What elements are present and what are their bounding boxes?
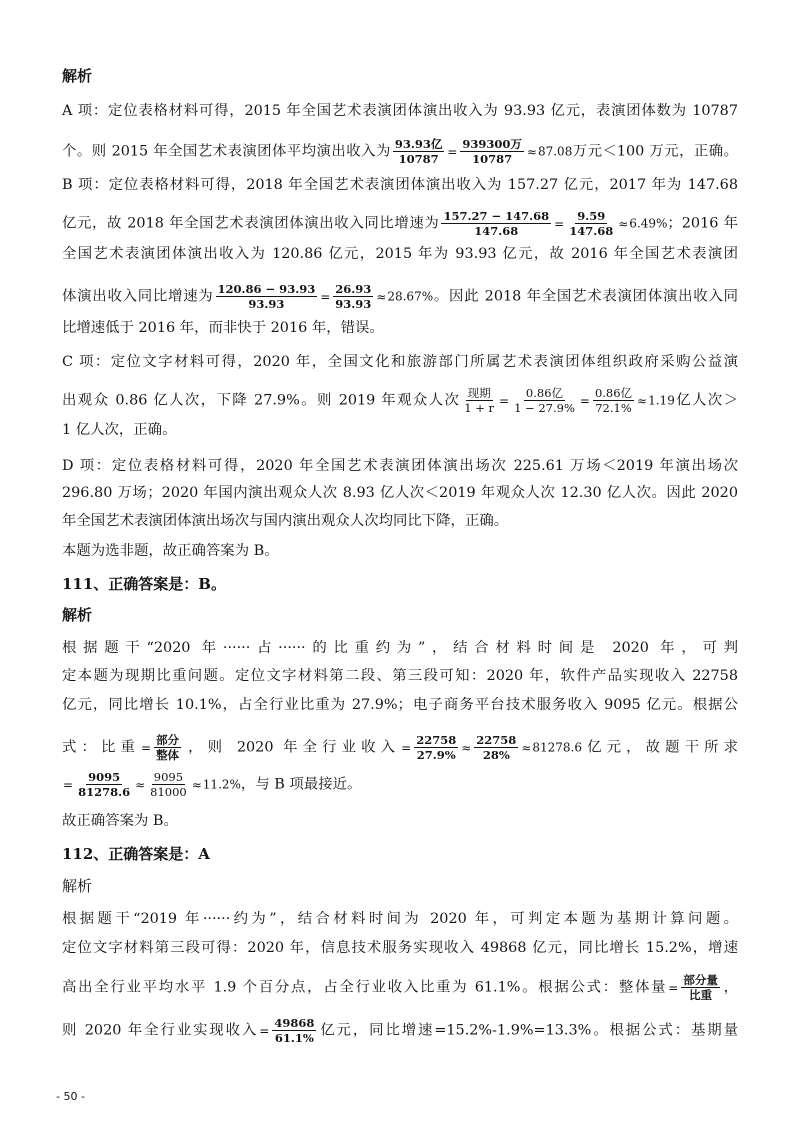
q111-line-5: = $\frac{9095}{81278.6}$ ≈ $\frac{9095}{81000}$ ≈11.2%，与 B 项最接近。	[63, 770, 362, 799]
fraction: $\frac{9095}{81278.6}$	[78, 770, 131, 799]
q111-line-3: 亿元，同比增长 10.1%，占全行业比重为 27.9%；电子商务平台技术服务收入 9095 亿元。根据公	[62, 697, 738, 713]
fraction: $\frac{\text{0.86亿}}{72.1\%}$	[594, 386, 633, 415]
approx-value: 28.67%	[387, 289, 434, 304]
q111-conclusion: 故正确答案为 B。	[62, 813, 178, 829]
fraction: $\frac{26.93}{93.93}$	[335, 282, 372, 311]
fraction: $\frac{49868}{61.1\%}$	[274, 1016, 315, 1045]
fraction: $\frac{\text{93.93亿}}{10787}$	[394, 137, 443, 166]
option-c-line-1: C 项：定位文字材料可得，2020 年，全国文化和旅游部门所属艺术表演团体组织政府采购公益演	[62, 354, 738, 370]
q112-line-3: 高出全行业平均水平 1.9 个百分点，占全行业收入比重为 61.1%。根据公式：整体量= $\frac{\text{部分量}}{\text{比重}}$ ，	[62, 973, 738, 1002]
option-c-line-3: 1 亿人次，正确。	[62, 422, 177, 438]
option-d-line-2: 296.80 万场；2020 年国内演出观众人次 8.93 亿人次＜2019 年观众人次 12.30 亿人次。因此 2020	[62, 485, 738, 501]
option-c-line-2: 出观众 0.86 亿人次，下降 27.9%。则 2019 年观众人次 $\frac{\text{现期}}{1 + r}$ = $\frac{\text{0.86亿}}{1 - 27.9\%}$ = $\frac{\text{0.86亿}}{72.1\%}$ ≈1.19亿人次＞	[62, 386, 738, 415]
fraction: $\frac{22758}{27.9\%}$	[416, 733, 457, 762]
option-a-line-2: 个。则 2015 年全国艺术表演团体平均演出收入为 $\frac{\text{93.93亿}}{10787}$ = $\frac{\text{939300万}}{10787}$ ≈87.08万元＜100 万元，正确。	[62, 137, 739, 166]
conclusion-line: 本题为选非题，故正确答案为 B。	[62, 543, 279, 559]
q112-line-1: 根据题干“2019 年······约为”，结合材料时间为 2020 年，可判定本题为基期计算问题。	[62, 911, 738, 927]
option-b-line-4: 体演出收入同比增速为 $\frac{120.86 - 93.93}{93.93}$ = $\frac{26.93}{93.93}$ ≈28.67%。因此 2018 年全国艺术表演团体演出收入同	[62, 282, 738, 311]
approx-value: 11.2%	[202, 777, 241, 792]
approx-value: 81278.6	[532, 740, 582, 755]
option-a-text: 个。则 2015 年全国艺术表演团体平均演出收入为	[62, 143, 391, 160]
q111-line-1: 根据题干“2020 年······占······的比重约为”，结合材料时间是 2020 年，可判	[62, 640, 738, 656]
analysis-heading: 解析	[62, 877, 93, 895]
answer-111: 111、正确答案是：B。	[62, 575, 226, 593]
q111-line-2: 定本题为现期比重问题。定位文字材料第二段、第三段可知：2020 年，软件产品实现收入 22758	[62, 668, 738, 684]
analysis-heading: 解析	[62, 67, 93, 85]
option-d-line-3: 年全国艺术表演团体演出场次与国内演出观众人次均同比下降，正确。	[62, 513, 509, 529]
q111-line-4: 式：比重= $\frac{\text{部分}}{\text{整体}}$ ，则 2020 年全行业收入= $\frac{22758}{27.9\%}$ ≈ $\frac{22758}{28\%}$ ≈81278.6亿元，故题干所求	[62, 733, 738, 762]
option-b-line-2: 亿元，故 2018 年全国艺术表演团体演出收入同比增速为 $\frac{157.27 - 147.68}{147.68}$ = $\frac{9.59}{147.68}$ ≈6.49%；2016 年	[62, 209, 738, 238]
page-number: - 50 -	[56, 1090, 85, 1103]
fraction: $\frac{22758}{28\%}$	[476, 733, 517, 762]
option-b-line-5: 比增速低于 2016 年，而非快于 2016 年，错误。	[62, 320, 384, 336]
q112-line-4: 则 2020 年全行业实现收入= $\frac{49868}{61.1\%}$ 亿元，同比增速=15.2%-1.9%=13.3%。根据公式：基期量	[62, 1016, 738, 1045]
approx-value: 6.49%	[629, 216, 668, 231]
option-b-line-1: B 项：定位表格材料可得，2018 年全国艺术表演团体演出收入为 157.27 亿元，2017 年为 147.68	[62, 177, 738, 193]
fraction: $\frac{9.59}{147.68}$	[569, 209, 614, 238]
fraction: $\frac{\text{0.86亿}}{1 - 27.9\%}$	[514, 386, 575, 415]
fraction: $\frac{\text{939300万}}{10787}$	[462, 137, 522, 166]
option-a-line-1: A 项：定位表格材料可得，2015 年全国艺术表演团体演出收入为 93.93 亿元，表演团体数为 10787	[62, 103, 738, 119]
approx-value: 1.19	[648, 393, 675, 408]
option-b-line-3: 全国艺术表演团体演出收入为 120.86 亿元，2015 年为 93.93 亿元，故 2016 年全国艺术表演团	[62, 246, 738, 262]
fraction: $\frac{157.27 - 147.68}{147.68}$	[443, 209, 550, 238]
option-a-text: 万元＜100 万元，正确。	[572, 143, 739, 160]
fraction: $\frac{9095}{81000}$	[150, 770, 187, 799]
approx-value: 87.08	[537, 144, 573, 159]
fraction: $\frac{\text{部分量}}{\text{比重}}$	[683, 973, 718, 1002]
fraction: $\frac{120.86 - 93.93}{93.93}$	[217, 282, 316, 311]
fraction: $\frac{\text{部分}}{\text{整体}}$	[156, 733, 180, 762]
q112-line-2: 定位文字材料第三段可得：2020 年，信息技术服务实现收入 49868 亿元，同比增长 15.2%，增速	[62, 940, 738, 956]
fraction: $\frac{\text{现期}}{1 + r}$	[464, 386, 495, 415]
answer-112: 112、正确答案是：A	[62, 845, 210, 863]
option-d-line-1: D 项：定位表格材料可得，2020 年全国艺术表演团体演出场次 225.61 万场＜2019 年演出场次	[62, 458, 738, 474]
analysis-heading: 解析	[62, 606, 93, 624]
